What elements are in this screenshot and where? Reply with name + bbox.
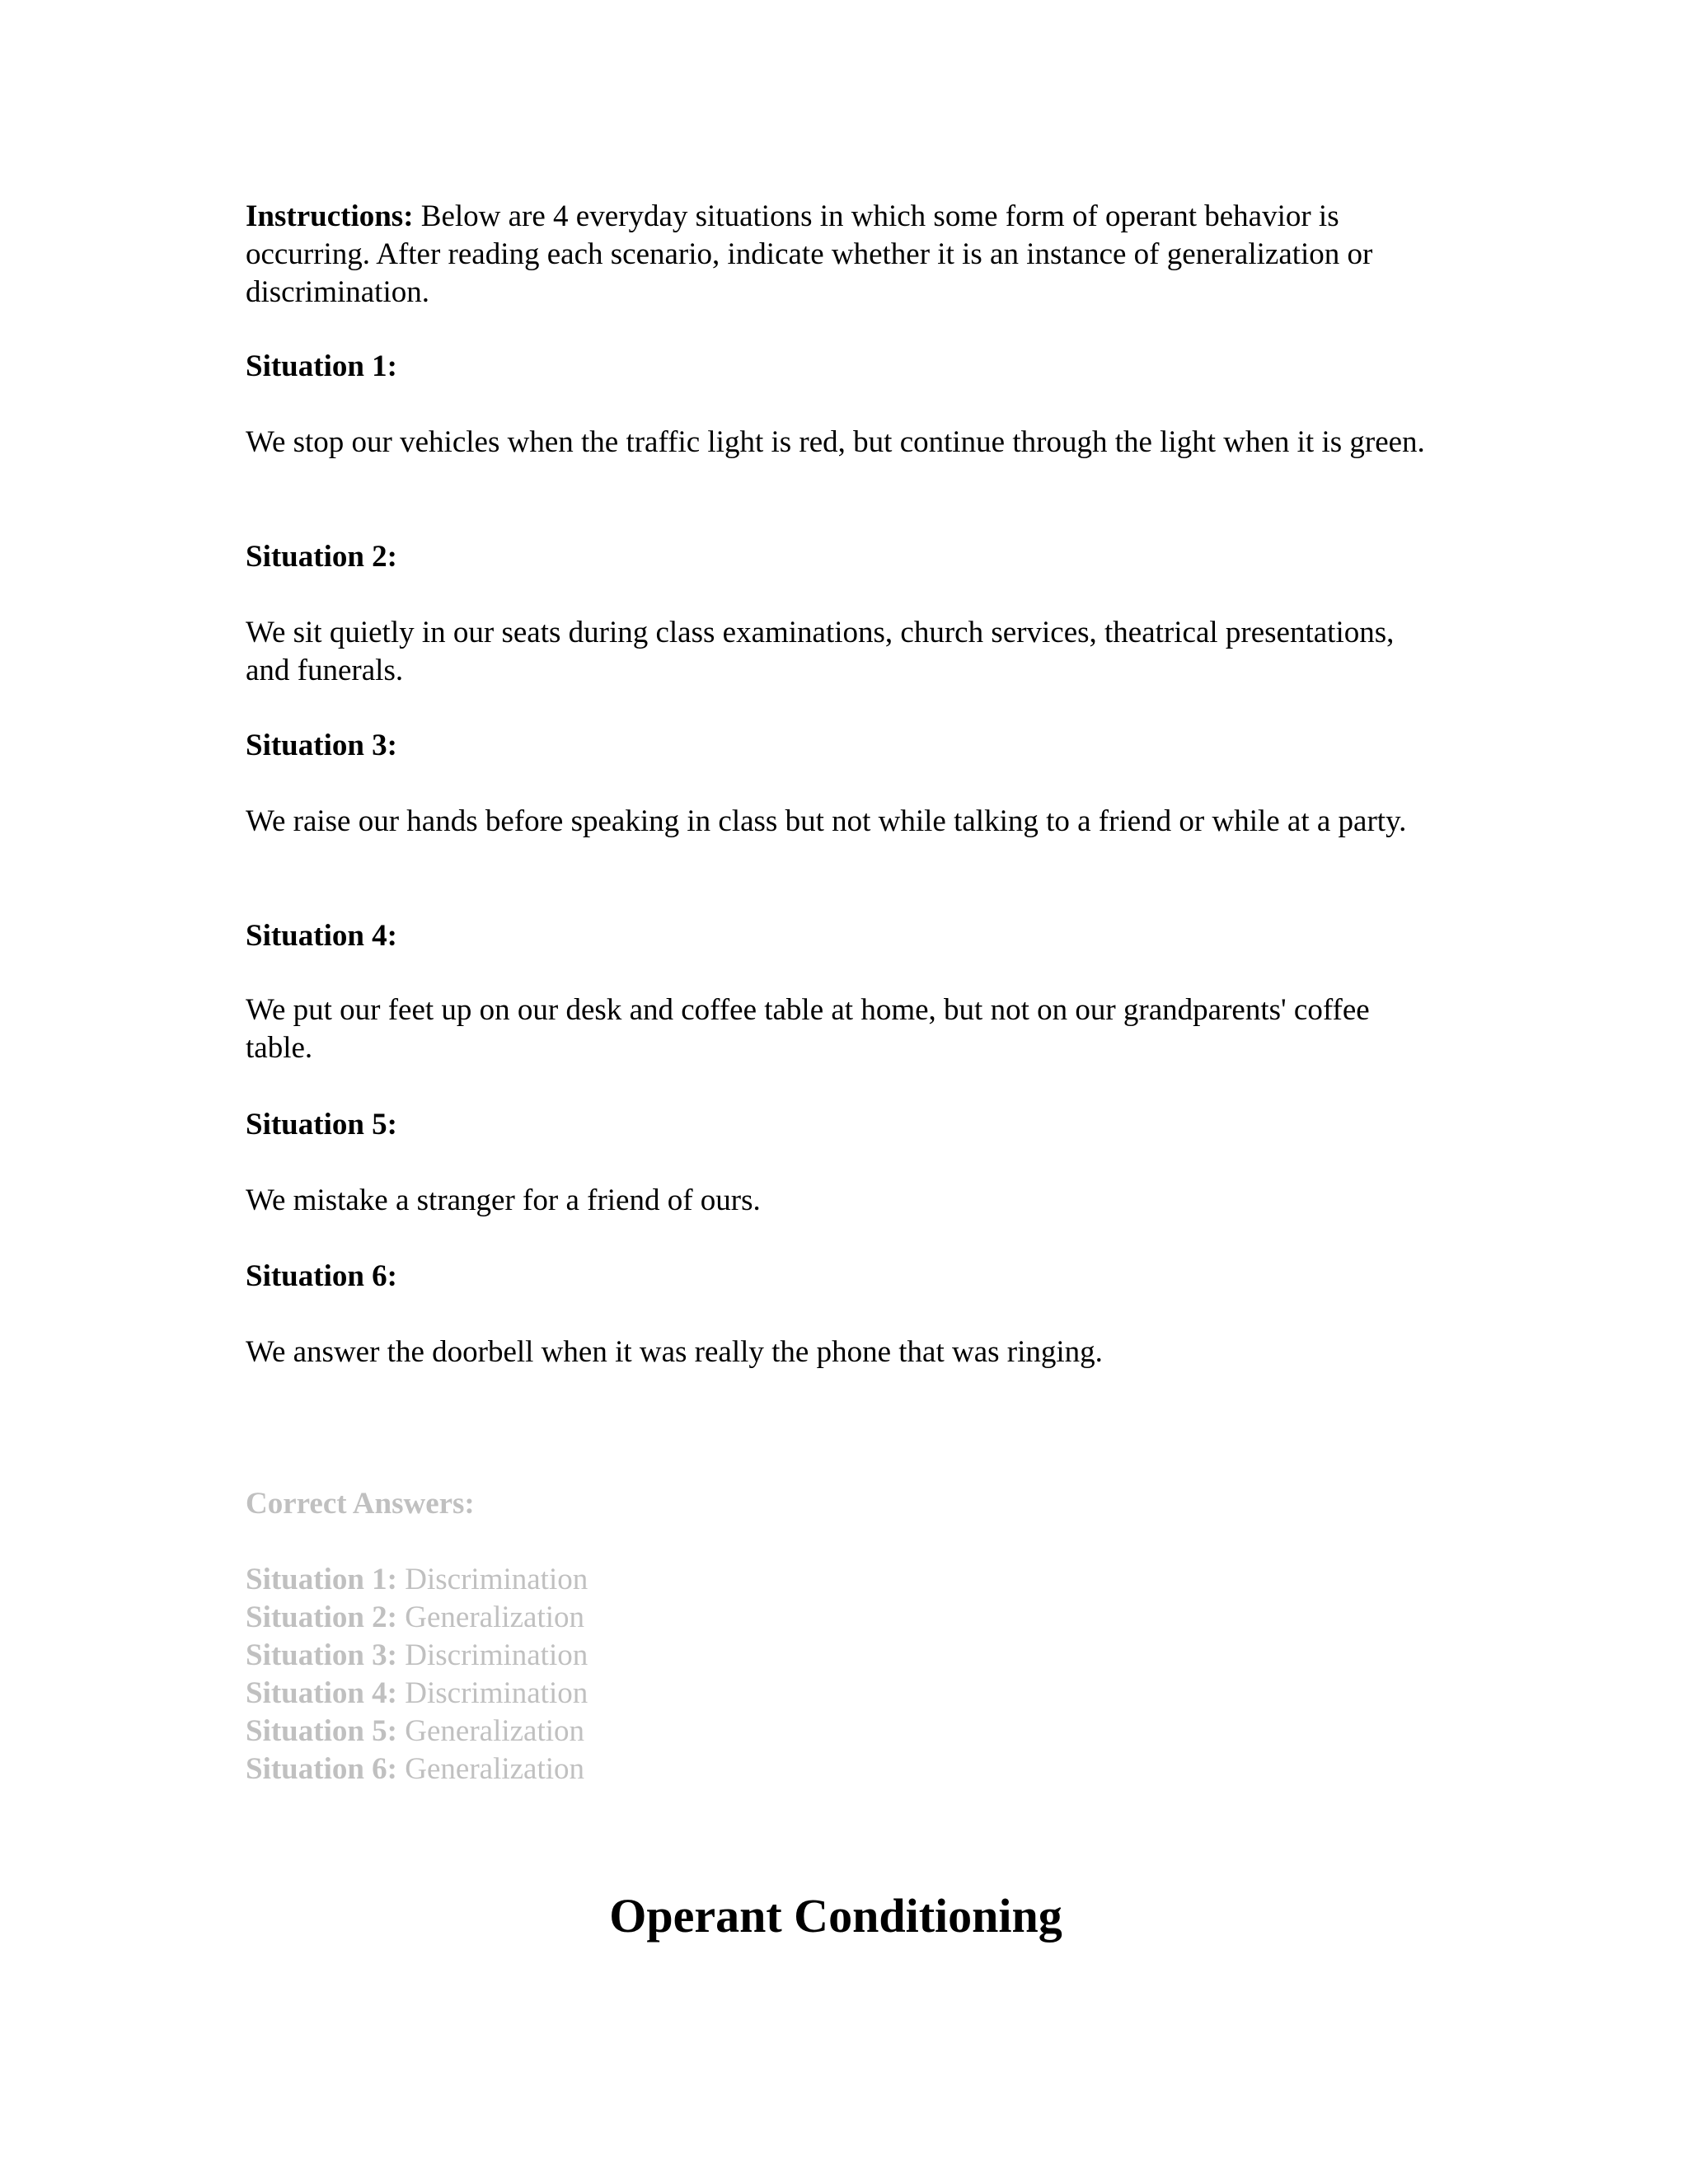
situation-4-text: We put our feet up on our desk and coffee table at home, but not on our grandparents' coffee table.	[246, 993, 1370, 1065]
answer-item: Situation 6: Generalization	[246, 1752, 585, 1786]
instructions-label: Instructions:	[246, 199, 414, 233]
situation-3-heading: Situation 3:	[246, 729, 398, 762]
situation-6-heading: Situation 6:	[246, 1259, 398, 1293]
instructions-text: Below are 4 everyday situations in which some form of operant behavior is occurring. After reading each scenario, indicate whether it is an instance of generalization or discrimination.	[246, 199, 1373, 309]
instructions-paragraph	[246, 198, 1432, 312]
answers-heading: Correct Answers:	[246, 1487, 475, 1521]
answer-item: Situation 3: Discrimination	[246, 1638, 588, 1672]
situation-5-text: We mistake a stranger for a friend of ours.	[246, 1183, 761, 1217]
answers-list	[246, 1561, 1432, 1788]
answer-item: Situation 2: Generalization	[246, 1601, 585, 1634]
situation-1-text: We stop our vehicles when the traffic light is red, but continue through the light when it is green.	[246, 425, 1425, 459]
situation-2-text: We sit quietly in our seats during class examinations, church services, theatrical presentations, and funerals.	[246, 616, 1395, 687]
answer-item: Situation 4: Discrimination	[246, 1676, 588, 1710]
situation-6-text: We answer the doorbell when it was really the phone that was ringing.	[246, 1335, 1103, 1369]
answer-item: Situation 5: Generalization	[246, 1714, 585, 1748]
footer-title: Operant Conditioning	[609, 1889, 1062, 1943]
situation-1-heading: Situation 1:	[246, 349, 398, 383]
answer-item: Situation 1: Discrimination	[246, 1563, 588, 1596]
situation-5-heading: Situation 5:	[246, 1108, 398, 1141]
situation-4-heading: Situation 4:	[246, 919, 398, 953]
situation-2-heading: Situation 2:	[246, 540, 398, 574]
situation-3-text: We raise our hands before speaking in class but not while talking to a friend or while at a party.	[246, 804, 1407, 838]
